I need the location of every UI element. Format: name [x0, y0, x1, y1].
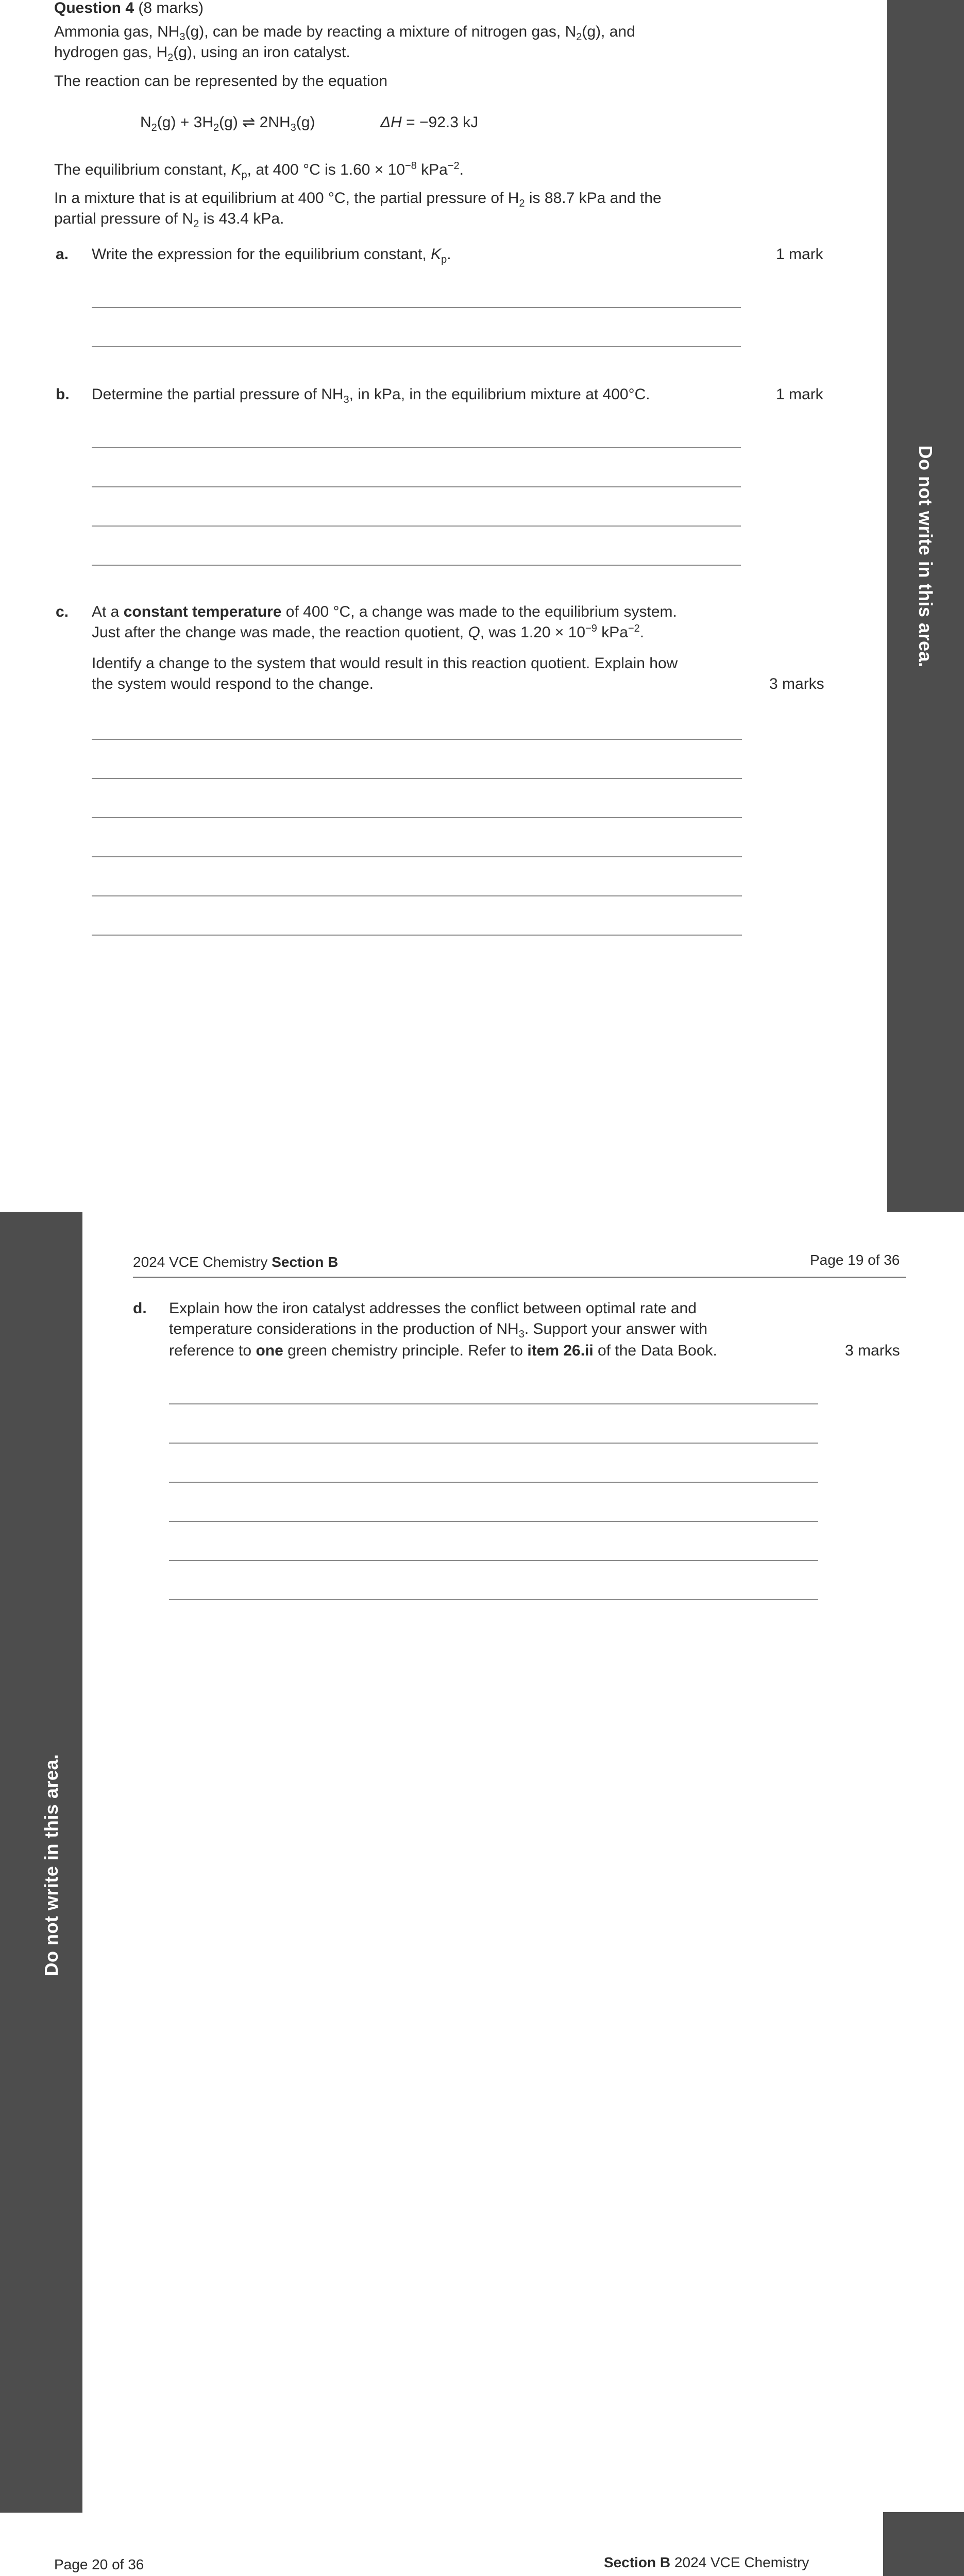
- part-c-text: At a: [92, 603, 124, 620]
- part-c-label: c.: [56, 603, 69, 620]
- kp-text: The equilibrium constant,: [54, 161, 231, 178]
- answer-line[interactable]: [92, 526, 741, 527]
- kp-text: .: [459, 161, 464, 178]
- page-20-header: [604, 2553, 809, 2572]
- part-a-prompt: Write the expression for the equilibrium constant,: [92, 246, 431, 263]
- equation-text: (g) ⇌ 2NH: [219, 114, 291, 131]
- part-d-text: green chemistry principle. Refer to: [283, 1342, 528, 1359]
- equation-text: N: [140, 114, 151, 131]
- part-d-emphasis: item 26.ii: [527, 1342, 594, 1359]
- superscript: −8: [405, 160, 417, 172]
- answer-line[interactable]: [92, 739, 742, 740]
- part-c-line-3: Identify a change to the system that would result in this reaction quotient. Explain how: [92, 655, 678, 672]
- answer-line[interactable]: [92, 346, 741, 347]
- part-a-prompt: .: [447, 246, 451, 263]
- subscript: p: [241, 170, 247, 181]
- answer-line[interactable]: [92, 895, 742, 896]
- mixture-text: is 88.7 kPa and the: [525, 190, 662, 207]
- answer-line[interactable]: [92, 856, 742, 857]
- enthalpy-change: [380, 112, 478, 133]
- subscript: 3: [343, 394, 349, 405]
- part-c-line-1: [92, 602, 677, 622]
- part-c-text: of 400 °C, a change was made to the equilibrium system.: [281, 603, 677, 620]
- part-c-line-2: [92, 622, 644, 643]
- part-d-line-1: Explain how the iron catalyst addresses the conflict between optimal rate and: [169, 1300, 697, 1317]
- part-c-text: .: [639, 624, 645, 641]
- part-a-text: [92, 244, 451, 265]
- part-c-text: kPa: [597, 624, 628, 641]
- header-exam-name: 2024 VCE Chemistry: [133, 1254, 272, 1270]
- subscript: 2: [213, 122, 219, 133]
- delta-h-symbol: ΔH: [380, 114, 402, 131]
- subscript: 2: [167, 52, 174, 63]
- subscript: p: [441, 254, 447, 265]
- mixture-line-1: [54, 188, 662, 209]
- part-d-label: d.: [133, 1300, 147, 1317]
- mixture-line-2: [54, 209, 284, 229]
- part-d-text: temperature considerations in the production of NH: [169, 1320, 519, 1337]
- answer-line[interactable]: [169, 1482, 818, 1483]
- answer-line[interactable]: [92, 486, 741, 487]
- intro-text: hydrogen gas, H: [54, 44, 168, 61]
- intro-line-3: The reaction can be represented by the equation: [54, 73, 388, 90]
- margin-bar-right-bottom: [883, 2512, 964, 2576]
- subscript: 3: [518, 1329, 525, 1340]
- page-19-number: Page 19 of 36: [810, 1252, 900, 1268]
- answer-line[interactable]: [169, 1599, 818, 1600]
- subscript: 3: [179, 31, 185, 43]
- kp-statement: [54, 160, 464, 180]
- answer-line[interactable]: [92, 565, 741, 566]
- part-d-marks: 3 marks: [845, 1342, 900, 1359]
- question-heading: [54, 0, 204, 19]
- answer-line[interactable]: [92, 817, 742, 818]
- answer-line[interactable]: [169, 1521, 818, 1522]
- answer-line[interactable]: [92, 307, 741, 308]
- part-d-emphasis: one: [256, 1342, 283, 1359]
- subscript: 2: [576, 31, 582, 43]
- part-c-text: Just after the change was made, the reaction quotient,: [92, 624, 468, 641]
- part-d-text: of the Data Book.: [593, 1342, 717, 1359]
- part-b-prompt: , in kPa, in the equilibrium mixture at 400°C.: [349, 386, 650, 403]
- intro-line-1: [54, 22, 635, 42]
- q-symbol: Q: [468, 624, 480, 641]
- kp-text: kPa: [416, 161, 448, 178]
- subscript: 2: [193, 218, 199, 230]
- page-20-number: Page 20 of 36: [54, 2556, 144, 2572]
- part-d-text: . Support your answer with: [524, 1320, 708, 1337]
- superscript: −2: [628, 623, 640, 634]
- part-b-prompt: Determine the partial pressure of NH: [92, 386, 344, 403]
- reaction-equation: [140, 112, 315, 133]
- answer-line[interactable]: [169, 1560, 818, 1561]
- subscript: 2: [151, 122, 157, 133]
- question-marks: (8 marks): [138, 0, 204, 16]
- footer-exam-name: 2024 VCE Chemistry: [670, 2554, 809, 2570]
- part-c-text: , was 1.20 × 10: [480, 624, 586, 641]
- part-c-marks: 3 marks: [769, 675, 824, 692]
- answer-line[interactable]: [169, 1403, 818, 1404]
- answer-line[interactable]: [169, 1443, 818, 1444]
- intro-text: (g), can be made by reacting a mixture of nitrogen gas, N: [185, 23, 577, 40]
- part-d-line-3: [169, 1341, 717, 1361]
- mixture-text: In a mixture that is at equilibrium at 400 °C, the partial pressure of H: [54, 190, 519, 207]
- part-d-text: reference to: [169, 1342, 256, 1359]
- margin-note-right: Do not write in this area.: [915, 445, 936, 668]
- margin-note-left: Do not write in this area.: [41, 1754, 62, 1976]
- part-a-marks: 1 mark: [776, 246, 823, 263]
- intro-line-2: [54, 42, 350, 63]
- superscript: −2: [447, 160, 460, 172]
- subscript: 3: [290, 122, 296, 133]
- question-title: Question 4: [54, 0, 134, 16]
- part-a-label: a.: [56, 246, 69, 263]
- mixture-text: partial pressure of N: [54, 210, 194, 227]
- answer-line[interactable]: [92, 447, 741, 448]
- part-c-emphasis: constant temperature: [123, 603, 282, 620]
- header-rule: [133, 1277, 906, 1278]
- mixture-text: is 43.4 kPa.: [199, 210, 284, 227]
- intro-text: Ammonia gas, NH: [54, 23, 180, 40]
- answer-line[interactable]: [92, 935, 742, 936]
- part-d-line-2: [169, 1319, 707, 1340]
- footer-section: Section B: [604, 2554, 671, 2570]
- page-19-header: [133, 1253, 338, 1272]
- equation-text: (g) + 3H: [157, 114, 214, 131]
- kp-text: , at 400 °C is 1.60 × 10: [247, 161, 405, 178]
- equation-text: (g): [296, 114, 315, 131]
- intro-text: (g), and: [582, 23, 635, 40]
- part-b-marks: 1 mark: [776, 386, 823, 403]
- delta-h-value: = −92.3 kJ: [401, 114, 479, 131]
- subscript: 2: [519, 198, 525, 209]
- intro-text: (g), using an iron catalyst.: [173, 44, 350, 61]
- header-section: Section B: [272, 1254, 339, 1270]
- part-c-line-4: the system would respond to the change.: [92, 675, 374, 692]
- kp-symbol: K: [231, 161, 242, 178]
- answer-line[interactable]: [92, 778, 742, 779]
- part-b-text: [92, 384, 650, 405]
- kp-symbol: K: [431, 246, 442, 263]
- superscript: −9: [585, 623, 597, 634]
- part-b-label: b.: [56, 386, 70, 403]
